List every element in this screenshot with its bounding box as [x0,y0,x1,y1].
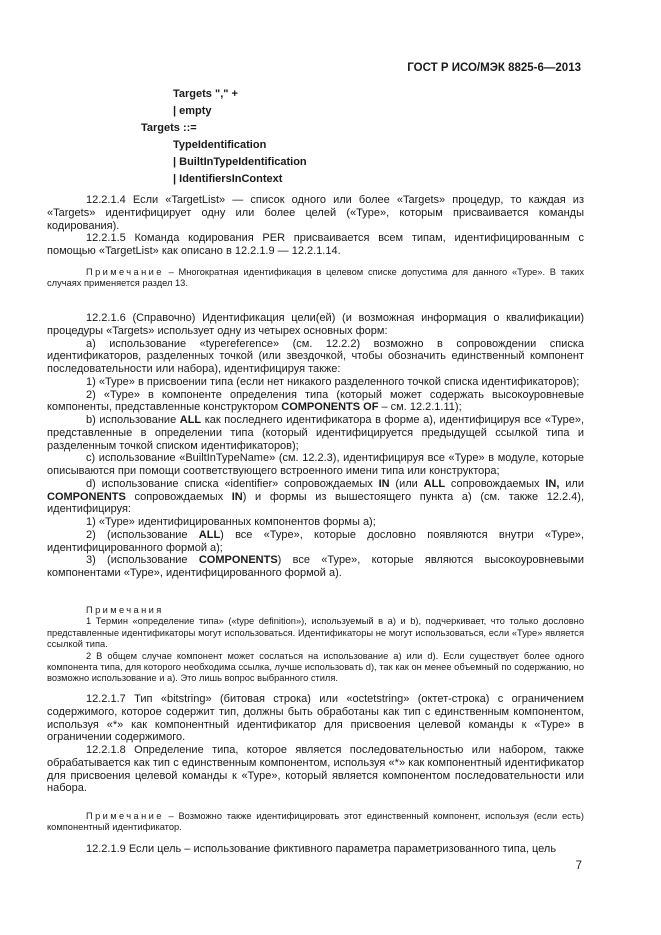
note-label: Примечание [86,266,164,277]
note-item-1: 1 Термин «определение типа» («type definition»), используемый в а) и b), подчеркивает, что только дословно представленные идентификаторы могут использоваться. Идентификаторы не могут использоваться, если «Type» является ссылкой типа. [47,616,584,650]
list-item-a2: 2) «Type» в компоненте определения типа (который может содержать высокоуровневые компоненты, представленные конструктором COMPONENTS OF – см. 12.2.1.11); [47,388,584,414]
list-item-d3: 3) (использование COMPONENTS) все «Type», которые являются высокоуровневыми компонентами «Type», идентифицированного формой а). [47,554,584,579]
note-item-2: 2 В общем случае компонент может сослаться на использование а) или d). Если существует более одного компонента типа, для которого необходима ссылка, лучше использовать d), так как он менее объемный по содержанию, но возможно использование и а). Это лишь вопрос выбранного стиля. [47,650,584,684]
notes-label: Примечания [86,605,164,615]
paragraph-12-2-1-7: 12.2.1.7 Тип «bitstring» (битовая строка) или «octetstring» (октет-строка) с ограничением содержимого, которое содержит тип, должны быть обработаны как тип с единственным компонентом, используя «*» как компонентный идентификатор для присвоения целевой команды к «Type» в ограничении содержимого. [47,693,584,744]
paragraph-12-2-1-9: 12.2.1.9 Если цель – использование фиктивного параметра параметризованного типа, цель [86,843,557,855]
paragraph-12-2-1-5: 12.2.1.5 Команда кодирования PER присваивается всем типам, идентифицированным с помощью «TargetList» как описано в 12.2.1.9 — 12.2.1.14. [47,232,584,257]
note-1 [47,267,584,290]
grammar-line: TypeIdentification [173,139,267,151]
grammar-line: | empty [173,105,212,117]
document-header: ГОСТ Р ИСО/МЭК 8825-6—2013 [407,62,581,74]
list-item-b: b) использование ALL как последнего идентификатора в форме а), идентифицируя все «Type», представленные в определении типа (который идентифицируется предыдущей ссылкой типа и разделенным точкой списком идентификаторов); [47,414,585,452]
note-label: Примечание [86,811,164,821]
list-item-d1: 1) «Type» идентифицированных компонентов формы а); [86,516,376,528]
list-item-d2: 2) (использование ALL) все «Type», которые дословно появляются внутри «Type», идентифицированного формой а); [47,528,584,554]
note-text: – Возможно также идентифицировать этот единственный компонент, используя (если есть) компонентный идентификатор. [47,811,584,833]
notes-block [47,605,584,685]
paragraph-12-2-1-8: 12.2.1.8 Определение типа, которое является последовательностью или набором, также обрабатывается как тип с единственным компонентом, используя «*» как компонентный идентификатор для присвоения целевой команды к «Type», который является компонентом последовательности или набора. [47,744,584,795]
section-block-1 [47,194,584,290]
page-number: 7 [575,860,582,872]
list-item-a: а) использование «typereference» (см. 12.2.2) возможно в сопровождении списка идентификаторов, разделенных точкой (или звездочкой, чтобы обозначить единственный компонент последовательности или набора), идентифицируя также: [47,337,584,375]
section-block-3 [47,693,584,795]
section-block-4 [47,843,584,856]
grammar-line: Targets ::= [141,122,197,134]
note-text: – Многократная идентификация в целевом списке допустима для данного «Type». В таких случаях применяется раздел 13. [47,266,584,289]
grammar-line: Targets "," + [173,88,238,100]
grammar-line: | IdentifiersInContext [173,173,283,185]
note-3 [47,811,584,834]
list-item-d: d) использование списка «identifier» сопровождаемых IN (или ALL сопровождаемых IN, или COMPONENTS сопровождаемых IN) и формы из вышестоящего пункта а) (см. также 12.2.4), идентифицируя: [47,477,584,516]
paragraph-12-2-1-4: 12.2.1.4 Если «TargetList» — список одного или более «Targets» процедур, то каждая из «Targets» идентифицирует одну или более целей («Type», которым присваивается команды кодирования). [47,194,584,232]
list-item-c: c) использование «BuiltInTypeName» (см. 12.2.3), идентифицируя все «Type» в модуле, которые описываются при помощи соответствующего встроенного имени типа или конструктора; [47,452,584,477]
paragraph-12-2-1-6: 12.2.1.6 (Справочно) Идентификация цели(ей) (и возможная информация о квалификации) процедуры «Targets» использует одну из четырех основных форм: [47,312,584,337]
list-item-a1: 1) «Type» в присвоении типа (если нет никакого разделенного точкой списка идентификаторов); [86,375,580,388]
grammar-line: | BuiltInTypeIdentification [173,156,307,168]
section-block-2 [47,312,584,580]
